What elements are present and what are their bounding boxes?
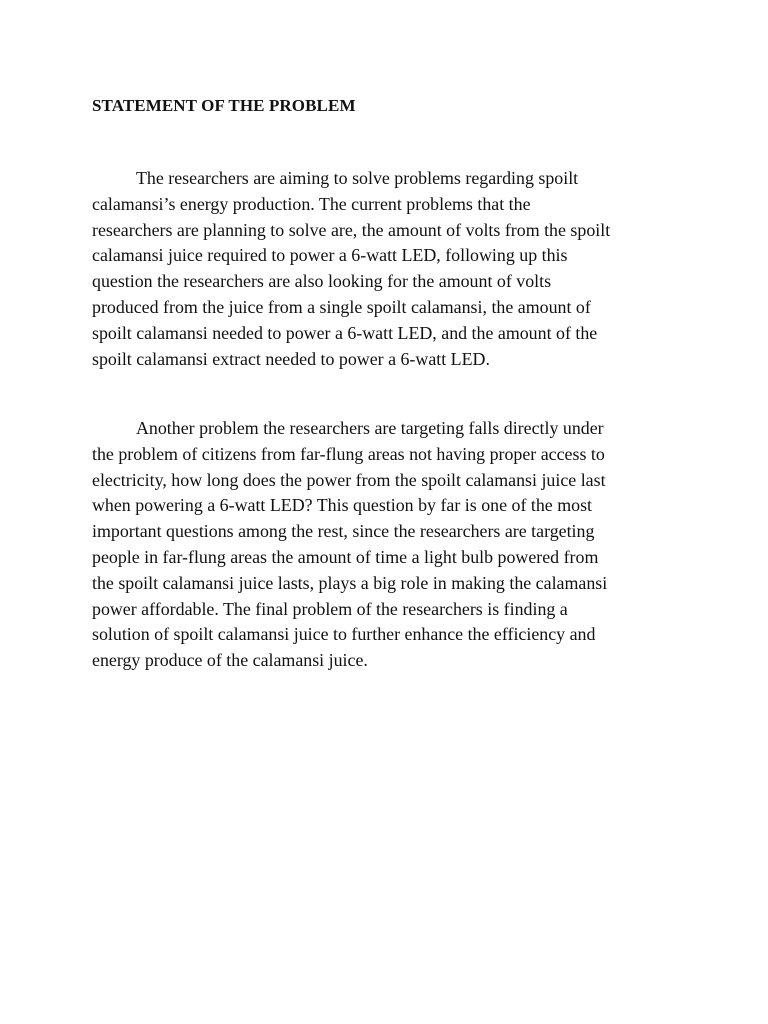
paragraph-2 xyxy=(92,416,692,674)
text-line: electricity, how long does the power from the spoilt calamansi juice last xyxy=(92,469,606,490)
section-heading: STATEMENT OF THE PROBLEM xyxy=(92,96,356,115)
paragraph-1 xyxy=(92,166,692,372)
text-line: power affordable. The final problem of the researchers is finding a xyxy=(92,598,568,619)
text-line: question the researchers are also looking for the amount of volts xyxy=(92,271,552,292)
text-line: calamansi’s energy production. The current problems that the xyxy=(92,193,531,214)
text-line: spoilt calamansi extract needed to power a 6-watt LED. xyxy=(92,348,490,369)
text-line: the problem of citizens from far-flung areas not having proper access to xyxy=(92,443,605,464)
text-line: produced from the juice from a single spoilt calamansi, the amount of xyxy=(92,296,591,317)
text-line: the spoilt calamansi juice lasts, plays a big role in making the calamansi xyxy=(92,572,608,593)
text-line: researchers are planning to solve are, the amount of volts from the spoilt xyxy=(92,219,611,240)
text-line: solution of spoilt calamansi juice to further enhance the efficiency and xyxy=(92,624,596,645)
text-line: spoilt calamansi needed to power a 6-watt LED, and the amount of the xyxy=(92,322,598,343)
text-line: The researchers are aiming to solve problems regarding spoilt xyxy=(136,168,579,188)
text-line: when powering a 6-watt LED? This question by far is one of the most xyxy=(92,495,593,516)
text-line: energy produce of the calamansi juice. xyxy=(92,650,368,671)
text-line: calamansi juice required to power a 6-watt LED, following up this xyxy=(92,245,568,266)
text-line: important questions among the rest, since the researchers are targeting xyxy=(92,521,595,542)
text-line: people in far-flung areas the amount of time a light bulb powered from xyxy=(92,546,599,567)
text-line: Another problem the researchers are targeting falls directly under xyxy=(136,418,604,438)
